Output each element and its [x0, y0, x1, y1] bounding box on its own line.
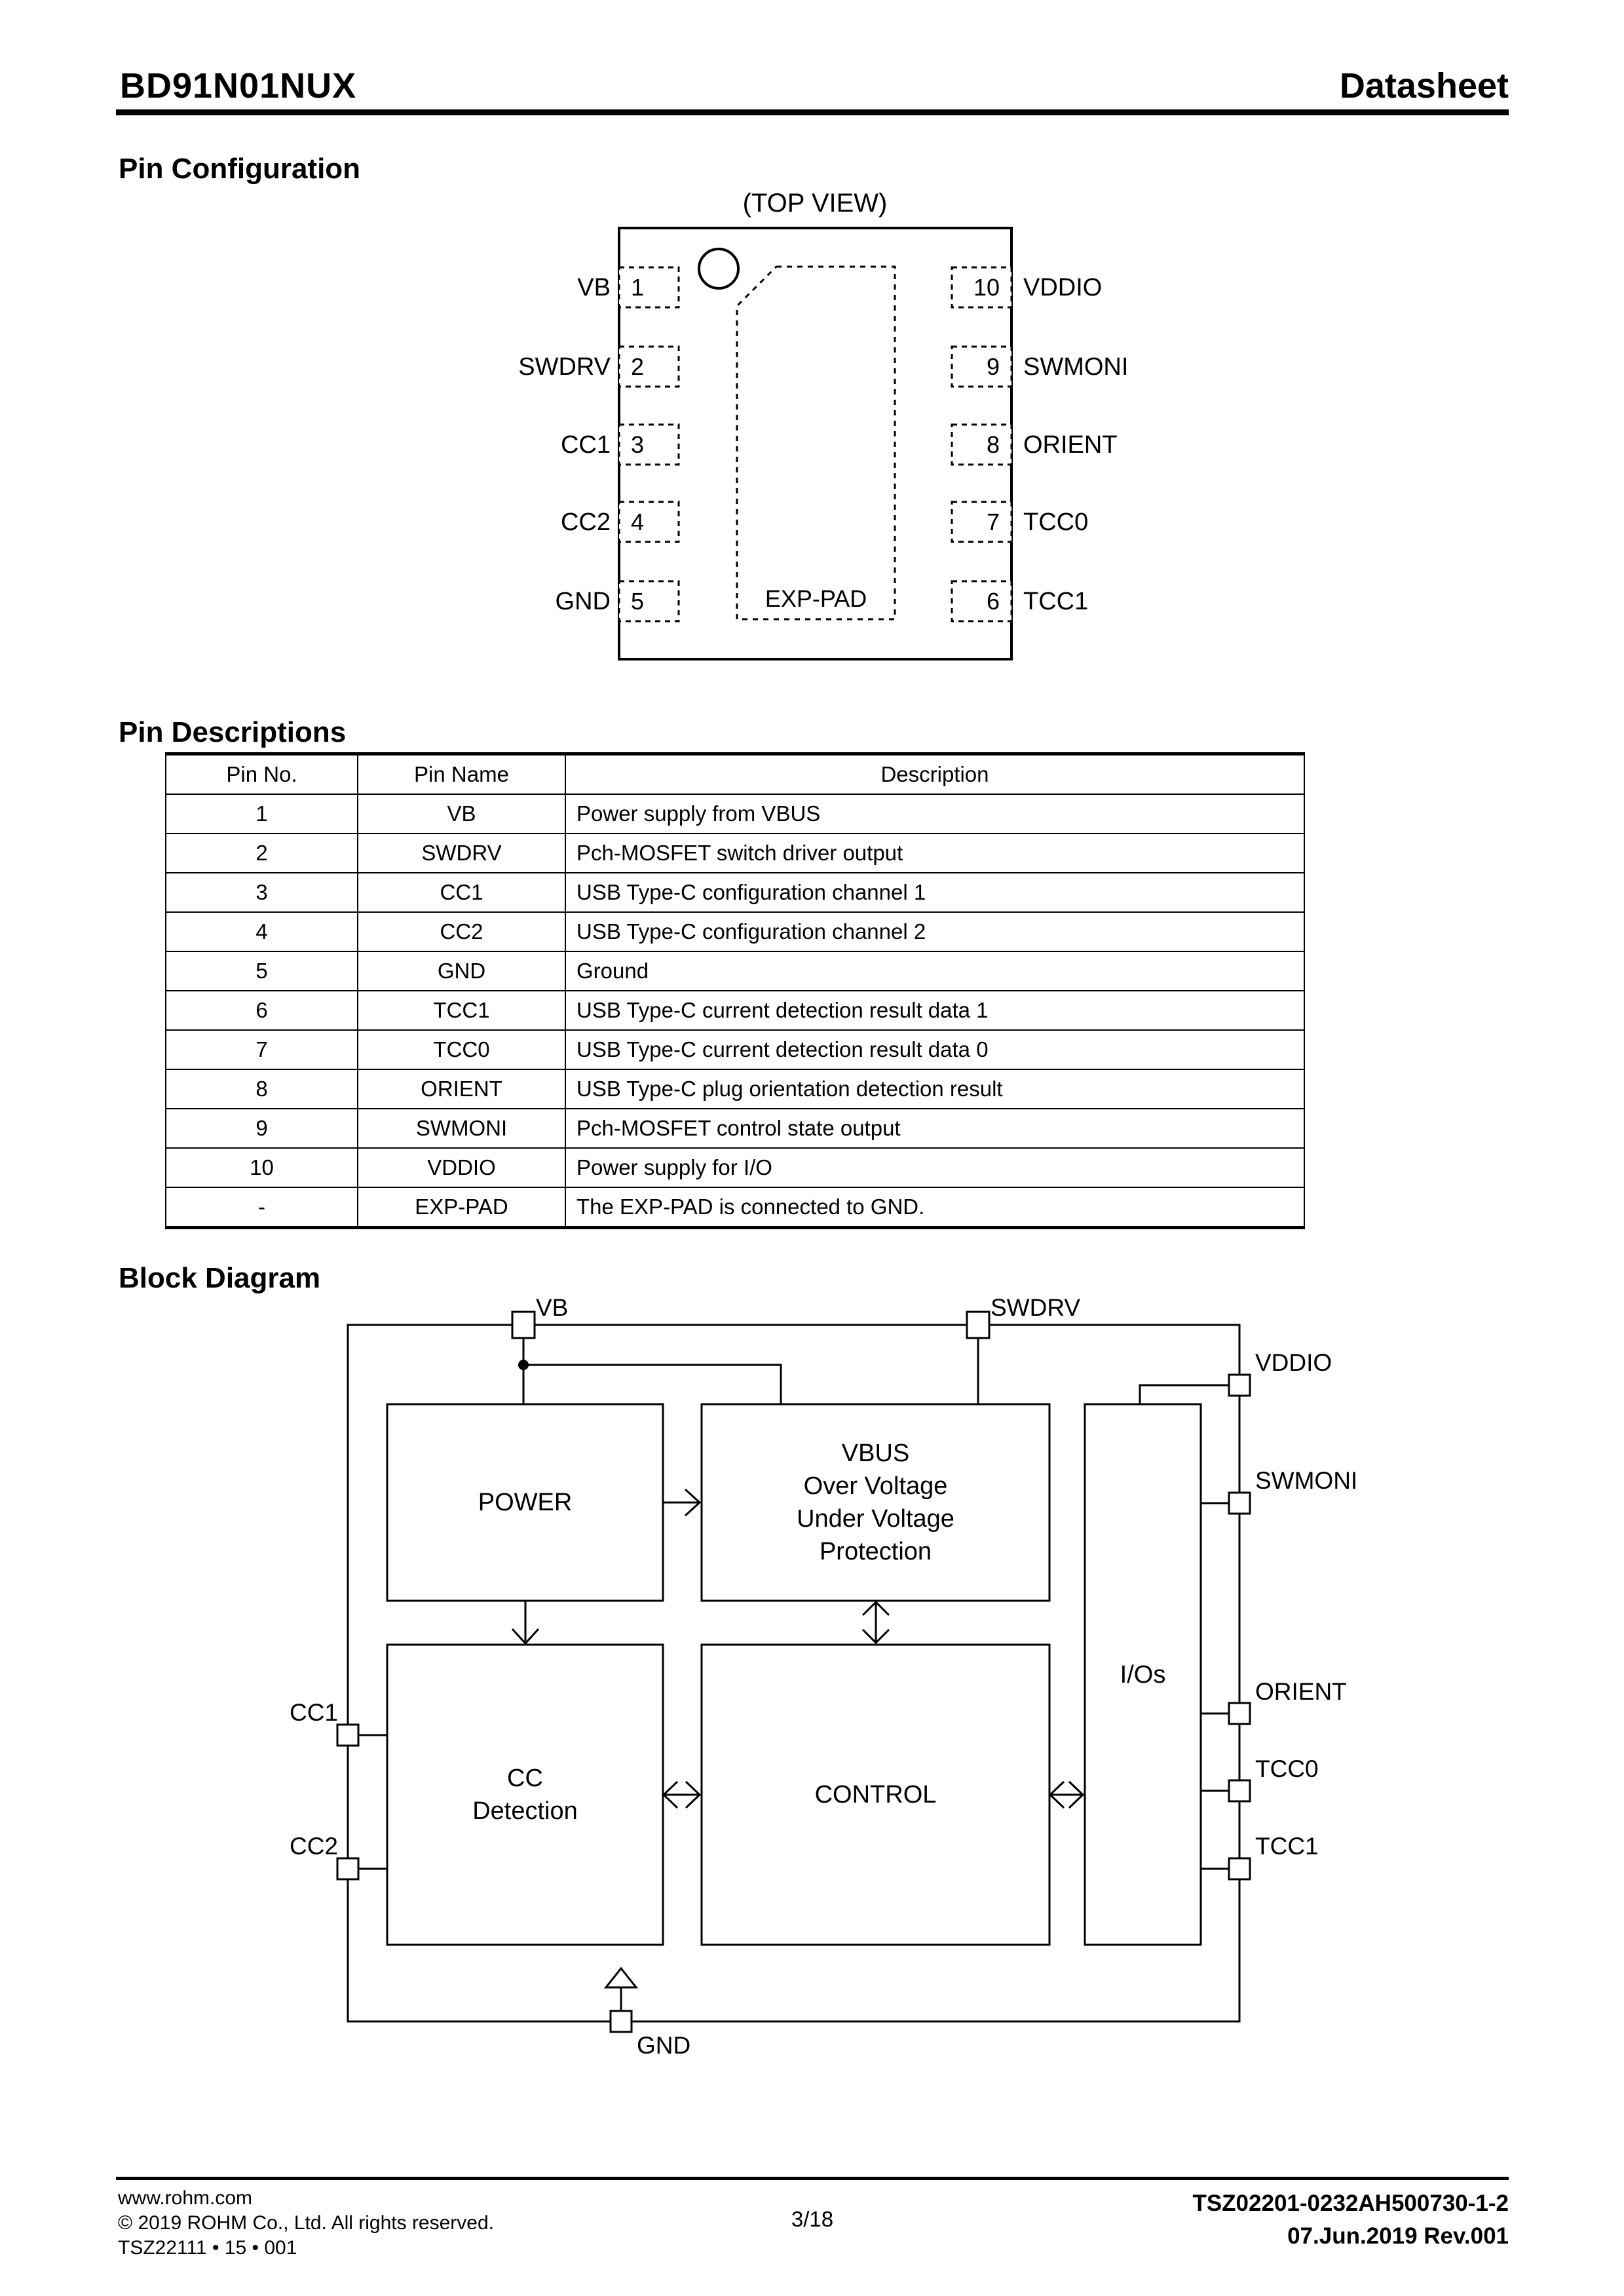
terminal-vddio: [1229, 1375, 1250, 1396]
footer-doc-code: TSZ22111 • 15 • 001: [118, 2237, 297, 2259]
table-header-row: [166, 754, 1304, 795]
footer-revision: 07.Jun.2019 Rev.001: [1287, 2223, 1509, 2249]
terminal-label-orient: ORIENT: [1255, 1678, 1347, 1705]
terminal-tcc0: [1229, 1780, 1250, 1801]
terminal-orient: [1229, 1703, 1250, 1724]
cell-pin-no: 9: [166, 1109, 358, 1148]
gnd-arrow-icon: [606, 1968, 636, 1987]
pin-name-cc2: CC2: [560, 508, 611, 536]
pin-number-6: 6: [986, 588, 1000, 615]
cell-description: The EXP-PAD is connected to GND.: [565, 1187, 1304, 1228]
wire-junction-dot: [518, 1360, 529, 1370]
pin-number-7: 7: [986, 508, 1000, 535]
pin-number-3: 3: [631, 431, 645, 458]
cell-description: Power supply for I/O: [565, 1148, 1304, 1187]
cell-description: Pch-MOSFET switch driver output: [565, 833, 1304, 873]
table-row: [166, 1148, 1304, 1187]
pin-name-tcc0: TCC0: [1023, 508, 1089, 536]
footer-left: [118, 2186, 494, 2261]
block-vbus-line2: Over Voltage: [803, 1472, 948, 1500]
col-header-pin-no: Pin No.: [166, 754, 358, 795]
terminal-label-cc1: CC1: [289, 1699, 338, 1726]
table-row: [166, 794, 1304, 833]
cell-pin-no: 1: [166, 794, 358, 833]
block-vbus-line4: Protection: [819, 1538, 932, 1565]
pin-name-cc1: CC1: [560, 431, 611, 459]
cell-pin-name: TCC1: [358, 991, 565, 1030]
pin-name-swdrv: SWDRV: [518, 353, 611, 381]
cell-pin-name: SWMONI: [358, 1109, 565, 1148]
cell-pin-no: 6: [166, 991, 358, 1030]
pin-number-2: 2: [631, 353, 645, 380]
block-cc-label: [472, 1762, 578, 1827]
footer-copyright: © 2019 ROHM Co., Ltd. All rights reserved.: [118, 2212, 494, 2234]
terminal-swdrv: [967, 1312, 989, 1338]
cell-pin-no: 7: [166, 1030, 358, 1069]
pin-name-vddio: VDDIO: [1023, 274, 1103, 301]
block-control-label: CONTROL: [814, 1781, 937, 1808]
block-control: [702, 1645, 1049, 1945]
exp-pad-label: EXP-PAD: [765, 585, 867, 612]
top-view-label: (TOP VIEW): [742, 189, 888, 218]
cell-pin-name: VB: [358, 794, 565, 833]
pin-number-1: 1: [631, 274, 645, 301]
block-vbus-label: [797, 1437, 954, 1568]
terminal-gnd: [611, 2011, 632, 2032]
footer-rule: [116, 2177, 1509, 2180]
section-title-block-diagram: Block Diagram: [119, 1262, 321, 1294]
cell-pin-no: 4: [166, 912, 358, 951]
cell-pin-name: ORIENT: [358, 1069, 565, 1109]
table-row: [166, 951, 1304, 991]
cell-pin-name: VDDIO: [358, 1148, 565, 1187]
cell-pin-no: 3: [166, 873, 358, 912]
terminal-vb: [512, 1312, 535, 1338]
cell-pin-name: SWDRV: [358, 833, 565, 873]
table-row: [166, 873, 1304, 912]
block-power: [387, 1404, 663, 1601]
terminal-label-tcc0: TCC0: [1255, 1755, 1319, 1782]
block-vbus-line3: Under Voltage: [797, 1505, 954, 1533]
cell-description: USB Type-C current detection result data 0: [565, 1030, 1304, 1069]
terminal-label-cc2: CC2: [289, 1833, 338, 1860]
footer-website: www.rohm.com: [118, 2187, 253, 2209]
pin-name-vb: VB: [577, 274, 611, 301]
terminal-tcc1: [1229, 1858, 1250, 1879]
block-power-label: POWER: [478, 1489, 573, 1516]
terminal-label-swdrv: SWDRV: [991, 1294, 1081, 1321]
terminal-label-tcc1: TCC1: [1255, 1833, 1319, 1860]
footer-ref-number: TSZ02201-0232AH500730-1-2: [1192, 2191, 1509, 2216]
section-title-pin-configuration: Pin Configuration: [119, 153, 361, 185]
cell-pin-name: CC1: [358, 873, 565, 912]
terminal-label-gnd: GND: [637, 2032, 691, 2059]
col-header-pin-name: Pin Name: [358, 754, 565, 795]
cell-description: Power supply from VBUS: [565, 794, 1304, 833]
cell-pin-name: EXP-PAD: [358, 1187, 565, 1228]
table-row: [166, 1030, 1304, 1069]
pin-number-8: 8: [986, 431, 1000, 458]
cell-pin-no: 10: [166, 1148, 358, 1187]
cell-pin-no: -: [166, 1187, 358, 1228]
table-row: [166, 991, 1304, 1030]
page-title: BD91N01NUX: [120, 66, 357, 105]
pin-descriptions-table: [165, 752, 1305, 1229]
table-row: [166, 833, 1304, 873]
cell-pin-name: GND: [358, 951, 565, 991]
block-vbus-protection: [702, 1404, 1049, 1601]
cell-description: USB Type-C current detection result data 1: [565, 991, 1304, 1030]
terminal-label-swmoni: SWMONI: [1255, 1467, 1358, 1494]
table-row: [166, 912, 1304, 951]
cell-description: USB Type-C plug orientation detection result: [565, 1069, 1304, 1109]
cell-pin-name: CC2: [358, 912, 565, 951]
pin-name-gnd: GND: [555, 588, 611, 615]
footer-right: [1192, 2187, 1509, 2253]
block-cc-line2: Detection: [472, 1797, 578, 1825]
terminal-swmoni: [1229, 1493, 1250, 1514]
block-ios-label: I/Os: [1120, 1660, 1166, 1689]
cell-description: USB Type-C configuration channel 1: [565, 873, 1304, 912]
exp-pad-outline: [737, 267, 895, 619]
block-cc-detection: [387, 1645, 663, 1945]
doc-type-label: Datasheet: [1339, 66, 1509, 105]
pin-number-9: 9: [986, 353, 1000, 380]
cell-description: Ground: [565, 951, 1304, 991]
pin-name-orient: ORIENT: [1023, 431, 1118, 459]
terminal-label-vddio: VDDIO: [1255, 1349, 1332, 1376]
cell-pin-name: TCC0: [358, 1030, 565, 1069]
col-header-description: Description: [565, 754, 1304, 795]
pin1-marker-icon: [699, 249, 738, 288]
section-title-pin-descriptions: Pin Descriptions: [119, 716, 347, 748]
block-ios: [1085, 1404, 1201, 1945]
footer-page-number: 3/18: [791, 2207, 834, 2231]
pin-number-10: 10: [973, 274, 1000, 301]
cell-pin-no: 5: [166, 951, 358, 991]
pin-name-swmoni: SWMONI: [1023, 353, 1129, 381]
pin-name-tcc1: TCC1: [1023, 588, 1089, 615]
terminal-cc2: [337, 1858, 358, 1879]
block-vbus-line1: VBUS: [841, 1440, 910, 1467]
cell-description: USB Type-C configuration channel 2: [565, 912, 1304, 951]
pin-number-5: 5: [631, 588, 645, 615]
pin-number-4: 4: [631, 508, 645, 535]
cell-pin-no: 8: [166, 1069, 358, 1109]
table-row: [166, 1187, 1304, 1228]
terminal-cc1: [337, 1725, 358, 1746]
cell-description: Pch-MOSFET control state output: [565, 1109, 1304, 1148]
table-row: [166, 1109, 1304, 1148]
cell-pin-no: 2: [166, 833, 358, 873]
table-row: [166, 1069, 1304, 1109]
terminal-label-vb: VB: [536, 1294, 569, 1321]
block-cc-line1: CC: [507, 1765, 543, 1792]
